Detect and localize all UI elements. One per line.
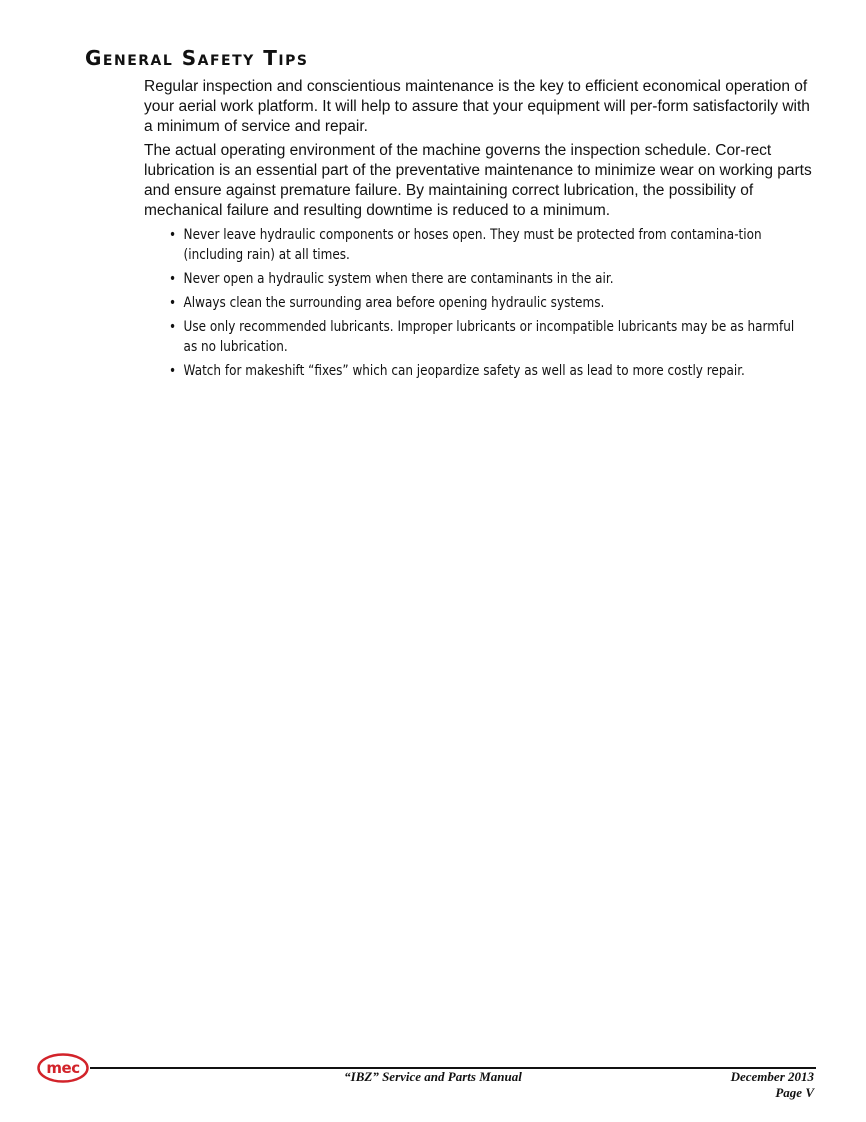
- section-heading: General Safety Tips: [85, 46, 309, 70]
- footer-page-number: Page V: [775, 1085, 814, 1100]
- mec-logo-text: mec: [46, 1059, 80, 1077]
- list-item: • Never open a hydraulic system when there are contaminants in the air.: [169, 269, 810, 289]
- list-item: • Never leave hydraulic components or hoses open. They must be protected from contamina-tion (including rain) at all times.: [169, 225, 810, 265]
- footer-date: December 2013: [730, 1069, 814, 1084]
- list-item: • Use only recommended lubricants. Improper lubricants or incompatible lubricants may be as harmful as no lubrication.: [169, 317, 810, 357]
- section-body: [144, 77, 812, 385]
- paragraph-inspection: Regular inspection and conscientious maintenance is the key to efficient economical operation of your aerial work platform. It will help to assure that your equipment will per-form satisfactorily with a minimum of service and repair.: [144, 78, 810, 135]
- list-item: • Watch for makeshift “fixes” which can jeopardize safety as well as lead to more costly repair.: [169, 361, 810, 381]
- list-item: • Always clean the surrounding area before opening hydraulic systems.: [169, 293, 810, 313]
- paragraph-lubrication: The actual operating environment of the machine governs the inspection schedule. Cor-rect lubrication is an essential part of the preventative maintenance to minimize wear on working parts and ensure against premature failure. By maintaining correct lubrication, the possibility of mechanical failure and resulting downtime is reduced to a minimum.: [144, 142, 812, 219]
- safety-tips-list: [144, 225, 810, 381]
- footer-manual-title: “IBZ” Service and Parts Manual: [344, 1069, 522, 1084]
